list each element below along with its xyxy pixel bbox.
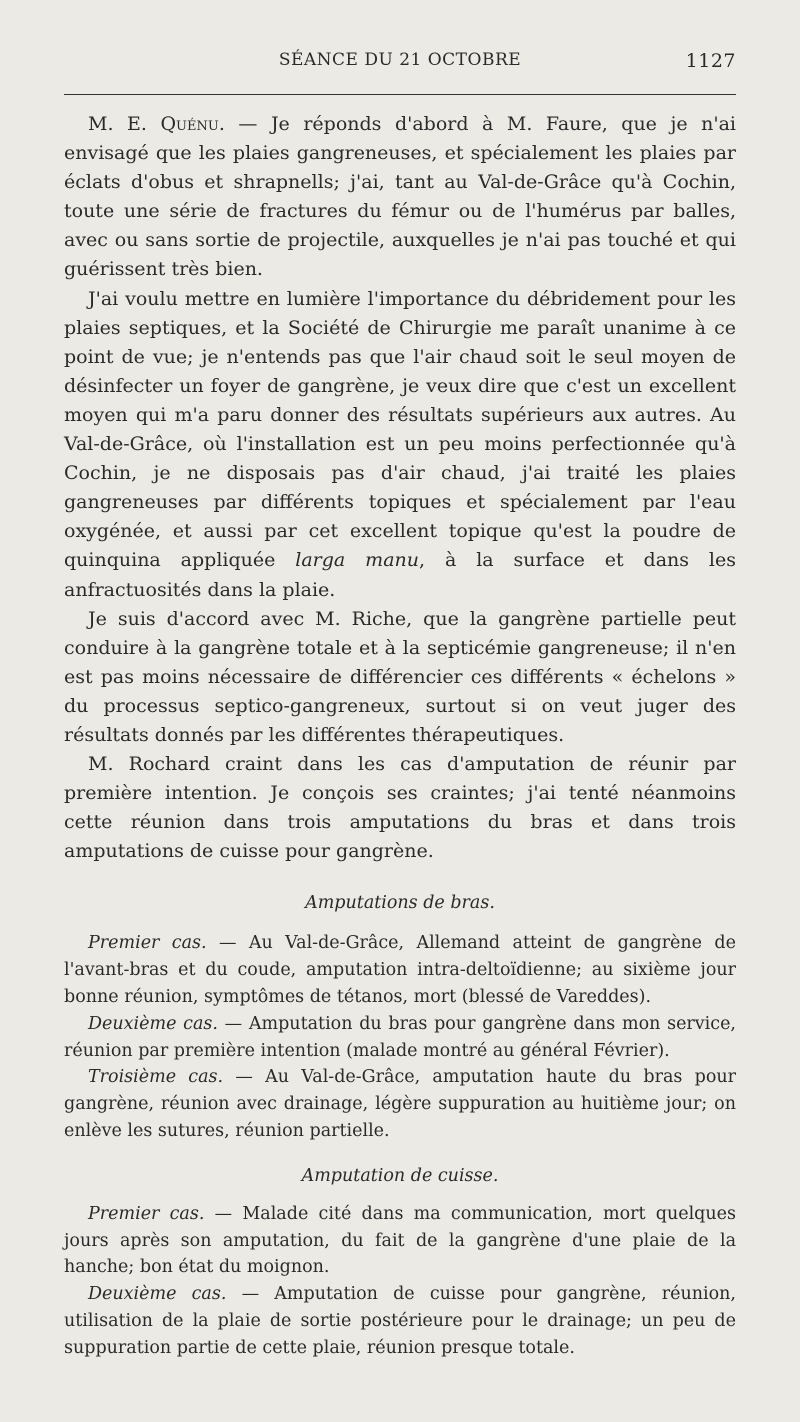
- paragraph-riche: Je suis d'accord avec M. Riche, que la gangrène partielle peut conduire à la gangrène totale et à la septicémie gangreneuse; il n'en est pas moins nécessaire de différencier ces différents « échelons » du processus septico-gangreneux, surtout si on veut juger des résultats donnés par les différentes thérapeutiques.: [64, 607, 736, 746]
- case-label: Premier cas.: [88, 933, 207, 954]
- case-label: Troisième cas.: [88, 1067, 224, 1088]
- case-text: — Malade cité dans ma communication, mort quelques jours après son amputation, du fait de la gangrène d'une plaie de la hanche; bon état du moignon.: [64, 1203, 736, 1278]
- paragraph-text: J'ai voulu mettre en lumière l'importance du débridement pour les plaies septiques, et la Société de Chirurgie me paraît unanime à ce point de vue; je n'entends pas que l'air chaud soit le seul moyen de désinfecter un foyer de gangrène, je veux dire que c'est un excellent moyen qui m'a paru donner des résultats supérieurs aux autres. Au Val-de-Grâce, où l'installation est un peu moins perfectionnée qu'à Cochin, je ne disposais pas d'air chaud, j'ai traité les plaies gangreneuses par différents topiques et spécialement par l'eau oxygénée, et aussi par cet excellent topique qu'est la poudre de quinquina appliquée: [64, 287, 736, 572]
- latin-phrase: larga manu: [295, 549, 419, 572]
- paragraph-text: — Je réponds d'abord à M. Faure, que je n'ai envisagé que les plaies gangreneuses, et spécialement les plaies par éclats d'obus et shrapnells; j'ai, tant au Val-de-Grâce qu'à Cochin, toute une série de fractures du fémur ou de l'humérus par balles, avec ou sans sortie de projectile, auxquelles je n'ai pas touché et qui guérissent très bien.: [64, 113, 736, 281]
- section-heading-thigh: Amputation de cuisse.: [301, 1165, 499, 1186]
- case-text: — Amputation du bras pour gangrène dans mon service, réunion par première intention (malade montré au général Février).: [64, 1013, 736, 1061]
- case-text: — Au Val-de-Grâce, Allemand atteint de gangrène de l'avant-bras et du coude, amputation intra-deltoïdienne; au sixième jour bonne réunion, symptômes de tétanos, mort (blessé de Vareddes).: [64, 933, 736, 1008]
- case-text: — Au Val-de-Grâce, amputation haute du bras pour gangrène, réunion avec drainage, légère suppuration au huitième jour; on enlève les sutures, réunion partielle.: [64, 1067, 737, 1142]
- page-number: 1127: [685, 50, 736, 72]
- paragraph-debridement: [64, 285, 736, 605]
- paragraph-text: , à la surface et dans les anfractuosités dans la plaie.: [64, 549, 736, 601]
- paragraph-quenu: [64, 110, 736, 285]
- case-label: Premier cas.: [88, 1203, 205, 1224]
- case-arm-3: [64, 1064, 736, 1144]
- case-thigh-1: [64, 1201, 736, 1281]
- case-label: Deuxième cas.: [88, 1284, 227, 1305]
- header-rule: [64, 94, 736, 95]
- section-heading-arm: Amputations de bras.: [305, 893, 495, 914]
- page-header: [64, 50, 736, 76]
- case-arm-1: [64, 930, 736, 1010]
- body-text: [64, 110, 736, 1362]
- running-title: SÉANCE DU 21 OCTOBRE: [278, 50, 522, 70]
- case-arm-2: [64, 1011, 736, 1065]
- case-label: Deuxième cas.: [88, 1013, 218, 1034]
- case-thigh-2: [64, 1281, 736, 1361]
- paragraph-rochard: M. Rochard craint dans les cas d'amputation de réunir par première intention. Je conçois ses craintes; j'ai tenté néanmoins cette réunion dans trois amputations du bras et dans trois amputations de cuisse pour gangrène.: [64, 753, 736, 863]
- case-text: — Amputation de cuisse pour gangrène, réunion, utilisation de la plaie de sortie postérieure pour le drainage; un peu de suppuration partie de cette plaie, réunion presque totale.: [64, 1284, 736, 1358]
- speaker-name: M. E. Quénu.: [88, 113, 225, 135]
